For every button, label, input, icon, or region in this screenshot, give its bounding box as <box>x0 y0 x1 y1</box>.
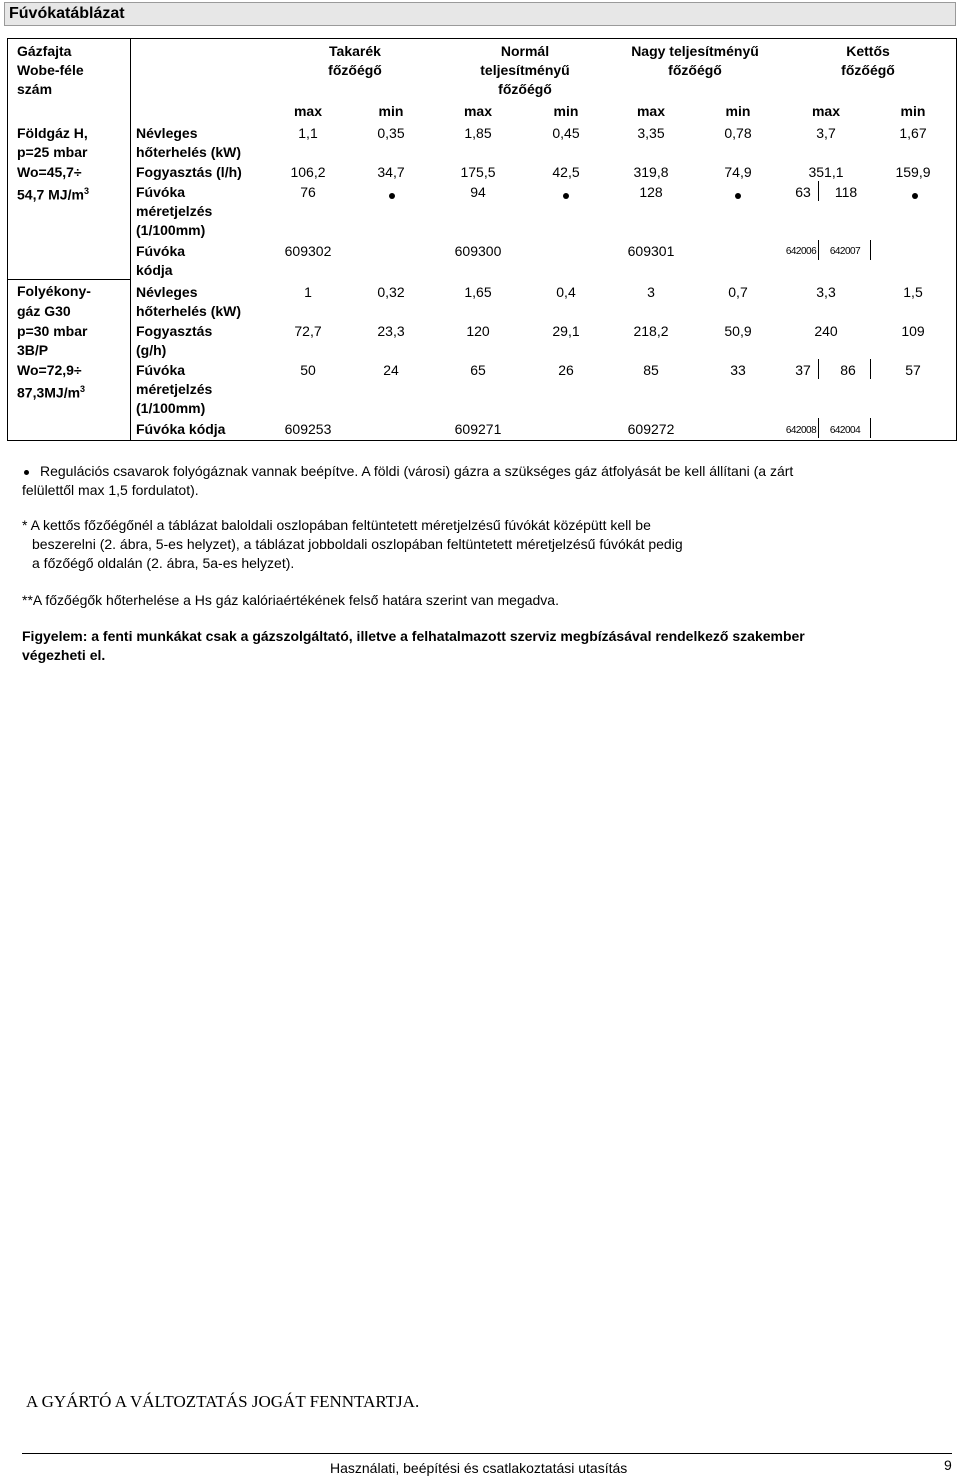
cell: 1 <box>304 284 312 300</box>
row-label-code: Fúvóka kódja <box>136 421 226 437</box>
note-star-line-3: a főzőégő oldalán (2. ábra, 5a-es helyzet). <box>32 555 295 571</box>
cell: 609272 <box>627 421 675 437</box>
section-title-bar <box>4 2 956 26</box>
cell-divider <box>870 418 871 438</box>
table-divider-left <box>130 38 131 441</box>
note-bullet-line-1: Regulációs csavarok folyógáznak vannak beépítve. A földi (városi) gázra a szükséges gáz átfolyását be kell állítani (a zárt <box>40 463 794 479</box>
cell: 50 <box>300 362 316 378</box>
cell: 118 <box>834 184 858 200</box>
row-label-heat-2: hőterhelés (kW) <box>136 144 242 160</box>
cell: 1,85 <box>464 125 492 141</box>
header-group-takarek-1: Takarék <box>329 43 381 59</box>
cell: 72,7 <box>294 323 322 339</box>
header-max: max <box>293 103 323 119</box>
cell: 94 <box>470 184 486 200</box>
row-label-heat-1: Névleges <box>136 125 198 141</box>
cell: 642004 <box>829 425 861 436</box>
cell: 63 <box>795 184 811 200</box>
cell: 120 <box>466 323 490 339</box>
cell: 34,7 <box>377 164 405 180</box>
cell-divider <box>870 359 871 379</box>
cell: 0,32 <box>377 284 405 300</box>
row-label-consumption-1: Fogyasztás <box>136 323 213 339</box>
cell: 65 <box>470 362 486 378</box>
header-gas-type-1: Gázfajta <box>17 43 72 59</box>
warning-line-1: Figyelem: a fenti munkákat csak a gázszolgáltató, illetve a felhatalmazott szerviz megbízásával rendelkező szakember <box>22 628 805 644</box>
header-group-normal-3: főzőégő <box>498 81 552 97</box>
cell: 642006 <box>785 246 817 257</box>
bullet-dot-icon <box>912 193 918 199</box>
cell: 42,5 <box>552 164 580 180</box>
header-min: min <box>900 103 926 119</box>
cell: 642008 <box>785 425 817 436</box>
cell: 0,45 <box>552 125 580 141</box>
row-label-code-1: Fúvóka <box>136 243 186 259</box>
cell: 1,65 <box>464 284 492 300</box>
cell: 24 <box>383 362 399 378</box>
footer-divider <box>22 1453 952 1454</box>
row-label-nozzle-3: (1/100mm) <box>136 400 206 416</box>
cell: 159,9 <box>895 164 931 180</box>
cell: 319,8 <box>633 164 669 180</box>
header-group-normal-2: teljesítményű <box>480 62 570 78</box>
header-group-kettos-1: Kettős <box>846 43 890 59</box>
header-group-normal-1: Normál <box>500 43 550 59</box>
cell: 609300 <box>454 243 502 259</box>
cell: 37 <box>795 362 811 378</box>
gas2-label-6: $87,3MJ/m^3$ <box>17 384 86 401</box>
row-label-nozzle-2: méretjelzés <box>136 381 213 397</box>
note-star-line-2: beszerelni (2. ábra, 5-es helyzet), a táblázat jobboldali oszlopában feltüntetett méretjelzésű fúvókát pedig <box>32 536 683 552</box>
cell: 74,9 <box>724 164 752 180</box>
note-bullet-line-2: felülettől max 1,5 fordulatot). <box>22 482 199 498</box>
header-gas-type-3: szám <box>17 81 53 97</box>
cell: 50,9 <box>724 323 752 339</box>
table-divider-gas <box>7 279 130 280</box>
header-max: max <box>636 103 666 119</box>
row-label-nozzle-1: Fúvóka <box>136 184 186 200</box>
cell: 106,2 <box>290 164 326 180</box>
page-number: 9 <box>944 1457 952 1473</box>
cell: 3,7 <box>816 125 836 141</box>
row-label-consumption: Fogyasztás (l/h) <box>136 164 242 180</box>
cell: 109 <box>901 323 925 339</box>
cell: 33 <box>730 362 746 378</box>
row-label-heat-2: hőterhelés (kW) <box>136 303 242 319</box>
row-label-nozzle-1: Fúvóka <box>136 362 186 378</box>
cell: 0,7 <box>728 284 748 300</box>
header-group-nagy-1: Nagy teljesítményű <box>631 43 759 59</box>
header-max: max <box>463 103 493 119</box>
warning-line-2: végezheti el. <box>22 647 106 663</box>
gas2-label-3: p=30 mbar <box>17 323 88 339</box>
cell: 26 <box>558 362 574 378</box>
note-star-line-1: * A kettős főzőégőnél a táblázat baloldali oszlopában feltüntetett méretjelzésű fúvókát középütt kell be <box>22 517 651 533</box>
header-group-nagy-2: főzőégő <box>668 62 722 78</box>
cell: 240 <box>814 323 838 339</box>
cell: 609302 <box>284 243 332 259</box>
bullet-dot-icon <box>389 193 395 199</box>
header-min: min <box>725 103 751 119</box>
gas2-label-2: gáz G30 <box>17 303 71 319</box>
gas1-label-4: 54,7 $MJ/m^3$ <box>17 186 89 203</box>
cell: 85 <box>643 362 659 378</box>
cell: 128 <box>639 184 663 200</box>
gas2-label-5: Wo=72,9÷ <box>17 362 82 378</box>
header-group-kettos-2: főzőégő <box>841 62 895 78</box>
header-min: min <box>553 103 579 119</box>
footer-text: Használati, beépítési és csatlakoztatási utasítás <box>330 1460 628 1476</box>
cell: 3,3 <box>816 284 836 300</box>
row-label-consumption-2: (g/h) <box>136 342 167 358</box>
cell: 1,1 <box>298 125 318 141</box>
cell: 1,5 <box>903 284 923 300</box>
cell: 57 <box>905 362 921 378</box>
header-gas-type-2: Wobe-féle <box>17 62 84 78</box>
bullet-dot-icon <box>735 193 741 199</box>
section-title: Fúvókatáblázat <box>9 5 125 22</box>
cell: 218,2 <box>633 323 669 339</box>
cell: 609301 <box>627 243 675 259</box>
gas2-label-1: Folyékony- <box>17 283 91 299</box>
row-label-nozzle-3: (1/100mm) <box>136 222 206 238</box>
row-label-code-2: kódja <box>136 262 173 278</box>
header-group-takarek-2: főzőégő <box>328 62 382 78</box>
note-double-star: **A főzőégők hőterhelése a Hs gáz kalóriaértékének felső határa szerint van megadva. <box>22 592 559 608</box>
cell: 609253 <box>284 421 332 437</box>
gas1-label-2: p=25 mbar <box>17 144 88 160</box>
gas2-label-4: 3B/P <box>17 342 49 358</box>
cell: 0,4 <box>556 284 576 300</box>
cell: 0,35 <box>377 125 405 141</box>
cell: 86 <box>840 362 856 378</box>
cell: 175,5 <box>460 164 496 180</box>
cell-divider <box>870 240 871 260</box>
cell: 609271 <box>454 421 502 437</box>
bullet-dot-icon <box>24 470 29 475</box>
row-label-nozzle-2: méretjelzés <box>136 203 213 219</box>
cell: 642007 <box>829 246 861 257</box>
cell: 29,1 <box>552 323 580 339</box>
cell: 1,67 <box>899 125 927 141</box>
gas1-label-3: Wo=45,7÷ <box>17 164 82 180</box>
cell: 23,3 <box>377 323 405 339</box>
row-label-heat-1: Névleges <box>136 284 198 300</box>
gas1-label-1: Földgáz H, <box>17 125 88 141</box>
cell: 3,35 <box>637 125 665 141</box>
manufacturer-note: A GYÁRTÓ A VÁLTOZTATÁS JOGÁT FENNTARTJA. <box>26 1392 420 1411</box>
header-max: max <box>811 103 841 119</box>
cell: 351,1 <box>808 164 844 180</box>
bullet-dot-icon <box>563 193 569 199</box>
cell: 76 <box>300 184 316 200</box>
cell: 3 <box>647 284 655 300</box>
header-min: min <box>378 103 404 119</box>
cell: 0,78 <box>724 125 752 141</box>
